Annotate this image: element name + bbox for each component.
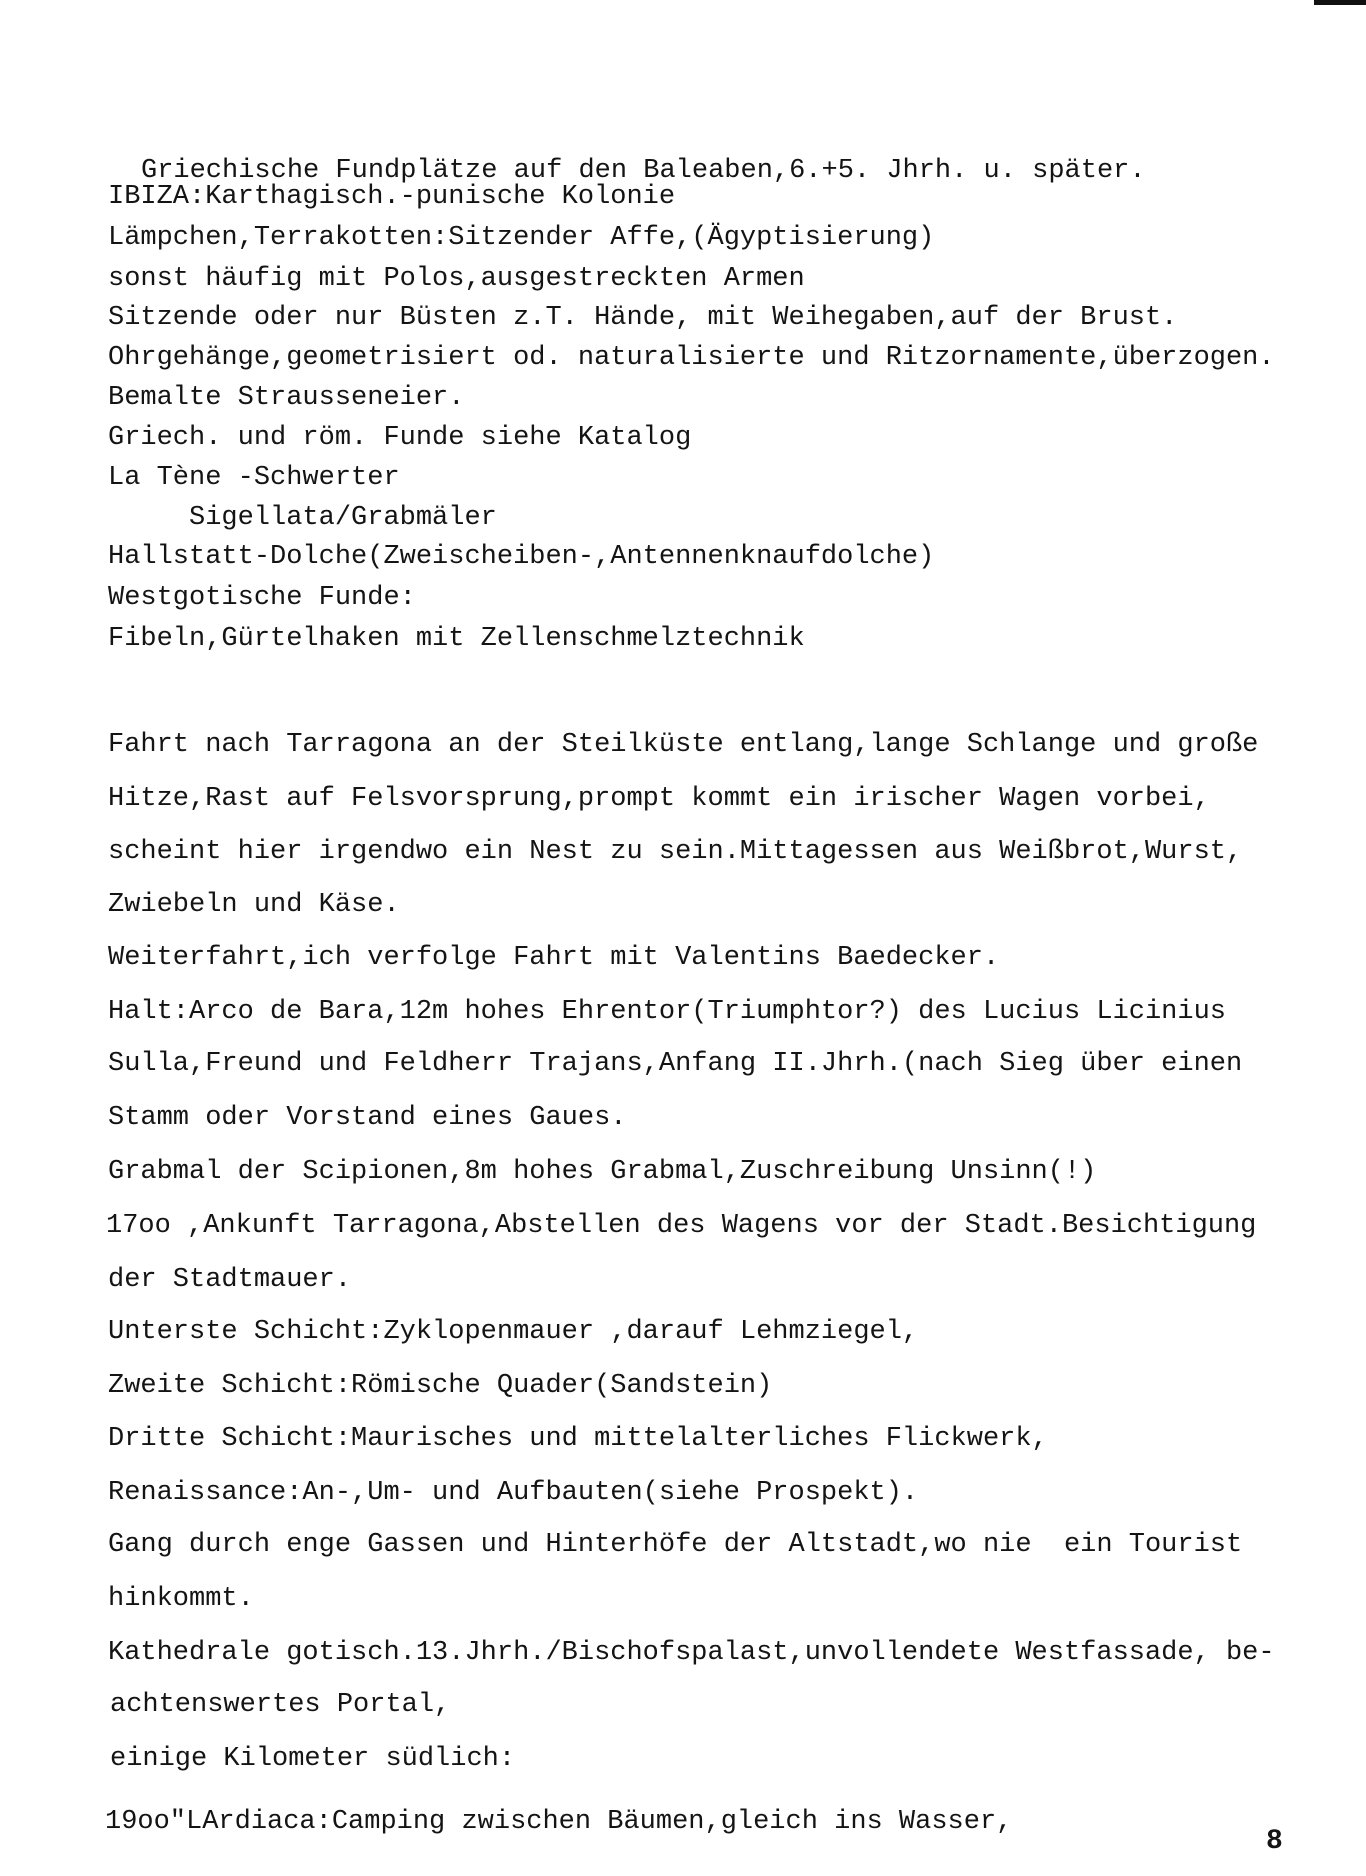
- text-line: Hallstatt-Dolche(Zweischeiben-,Antennenknaufdolche): [108, 542, 935, 572]
- text-line: sonst häufig mit Polos,ausgestreckten Armen: [108, 264, 805, 294]
- text-line: hinkommt.: [108, 1584, 254, 1614]
- text-line: Renaissance:An-,Um- und Aufbauten(siehe Prospekt).: [108, 1478, 919, 1508]
- text-line: Lämpchen,Terrakotten:Sitzender Affe,(Ägyptisierung): [108, 223, 935, 253]
- text-line: Ohrgehänge,geometrisiert od. naturalisierte und Ritzornamente,überzogen.: [108, 343, 1275, 373]
- text-line: Hitze,Rast auf Felsvorsprung,prompt kommt ein irischer Wagen vorbei,: [108, 784, 1210, 814]
- text-line: Stamm oder Vorstand eines Gaues.: [108, 1103, 627, 1133]
- text-line: Fahrt nach Tarragona an der Steilküste entlang,lange Schlange und große: [108, 730, 1259, 760]
- text-line: Kathedrale gotisch.13.Jhrh./Bischofspalast,unvollendete Westfassade, be-: [108, 1638, 1275, 1668]
- text-line: Dritte Schicht:Maurisches und mittelalterliches Flickwerk,: [108, 1424, 1048, 1454]
- text-line: Bemalte Strausseneier.: [108, 383, 465, 413]
- text-line: IBIZA:Karthagisch.-punische Kolonie: [108, 182, 676, 212]
- text-line: Fibeln,Gürtelhaken mit Zellenschmelztechnik: [108, 624, 805, 654]
- text-line: Grabmal der Scipionen,8m hohes Grabmal,Zuschreibung Unsinn(!): [108, 1157, 1097, 1187]
- text-line: Westgotische Funde:: [108, 583, 416, 613]
- text-line: Halt:Arco de Bara,12m hohes Ehrentor(Triumphtor?) des Lucius Licinius: [108, 997, 1226, 1027]
- text-line: La Tène -Schwerter: [108, 463, 400, 493]
- text-line: Griechische Fundplätze auf den Baleaben,6.+5. Jhrh. u. später.: [141, 156, 1146, 186]
- text-line: der Stadtmauer.: [108, 1265, 352, 1295]
- text-line: achtenswertes Portal,: [110, 1690, 451, 1720]
- page-number: 8: [1266, 1826, 1283, 1857]
- text-line: Zweite Schicht:Römische Quader(Sandstein): [108, 1371, 773, 1401]
- text-line: Griech. und röm. Funde siehe Katalog: [108, 423, 692, 453]
- text-line: 17oo ,Ankunft Tarragona,Abstellen des Wagens vor der Stadt.Besichtigung: [106, 1211, 1257, 1241]
- text-line: Weiterfahrt,ich verfolge Fahrt mit Valentins Baedecker.: [108, 943, 1000, 973]
- top-edge-mark: [1314, 0, 1366, 5]
- text-line: Unterste Schicht:Zyklopenmauer ,darauf Lehmziegel,: [108, 1317, 919, 1347]
- text-line: einige Kilometer südlich:: [110, 1744, 516, 1774]
- text-line: Sulla,Freund und Feldherr Trajans,Anfang II.Jhrh.(nach Sieg über einen: [108, 1049, 1243, 1079]
- text-line: Sitzende oder nur Büsten z.T. Hände, mit Weihegaben,auf der Brust.: [108, 303, 1178, 333]
- text-line: Zwiebeln und Käse.: [108, 890, 400, 920]
- text-line: Sigellata/Grabmäler: [189, 503, 497, 533]
- text-line: scheint hier irgendwo ein Nest zu sein.Mittagessen aus Weißbrot,Wurst,: [108, 837, 1243, 867]
- text-line: 19oo"LArdiaca:Camping zwischen Bäumen,gleich ins Wasser,: [105, 1807, 1013, 1837]
- text-line: Gang durch enge Gassen und Hinterhöfe der Altstadt,wo nie ein Tourist: [108, 1530, 1243, 1560]
